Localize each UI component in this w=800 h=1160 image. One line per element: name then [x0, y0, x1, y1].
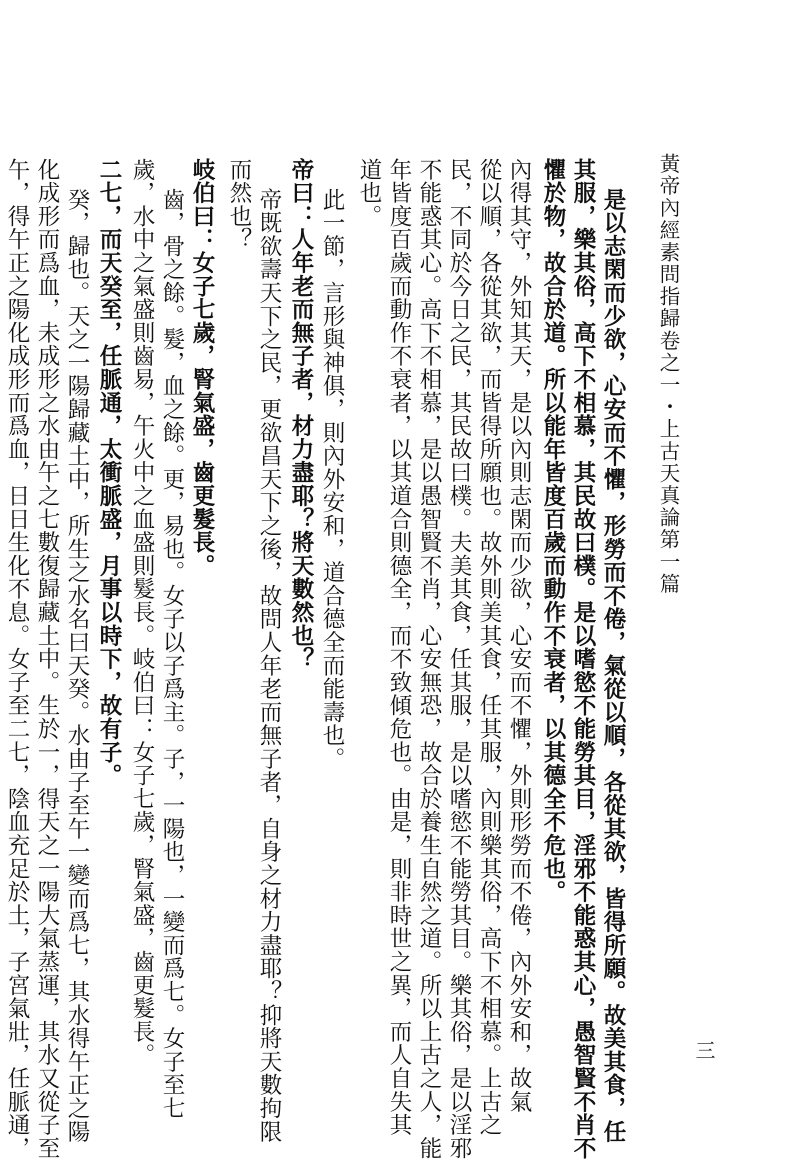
text-column: [317, 188, 347, 771]
text-column: [504, 158, 534, 1113]
text-column: [94, 158, 124, 787]
commentary-text: 不能惑其心。高下不相慕，是以愚智賢不肖，心安無恐，故合於養生自然之道。所以上古之人，能: [416, 158, 442, 1160]
commentary-text: 內得其守，外知其天，是以內則志閑而少欲，心安而不懼，外則形勞而不倦，內外安和，故氣: [506, 158, 532, 1114]
text-column: [286, 158, 316, 671]
classic-text: 其服，樂其俗，高下不相慕，其民故曰樸。是以嗜慾不能勞其目，淫邪不能惑其心，愚智賢不肖不: [570, 158, 596, 1160]
running-title: 黃帝內經素問指歸卷之一・上古天真論第一篇: [656, 153, 680, 595]
text-column: [224, 158, 254, 251]
classic-text: 懼於物，故合於道。所以能年皆度百歲而動作不衰者，以其德全不危也。: [540, 158, 566, 904]
classic-text: 岐伯曰：女子七歲，腎氣盛，齒更髮長。: [189, 158, 215, 578]
commentary-text: 化成形而爲血，未成形之水由午之七數復歸藏土中。生於一，得天之一陽大氣蒸運，其水又從子至: [34, 158, 60, 1160]
commentary-text: 齒，骨之餘。髮，血之餘。更，易也。女子以子爲主。子，一陽也，一變而爲七。女子至七: [159, 188, 185, 1120]
text-column: [568, 158, 598, 1160]
commentary-text: 此一節，言形與神俱，則內外安和，道合德全而能壽也。: [319, 188, 345, 771]
commentary-text: 年皆度百歲而動作不衰者，以其道合則德全，而不致傾危也。由是，則非時世之異，而人自失其: [386, 158, 412, 1137]
text-column: [354, 158, 384, 228]
page-number: 三: [692, 1040, 716, 1060]
text-column: [2, 158, 32, 1160]
text-column: [538, 158, 568, 904]
commentary-text: 而然也？: [226, 158, 252, 252]
commentary-text: 午，得午正之陽化成形而爲血，日日生化不息。女子至二七，陰血充足於土，子宮氣壯，任脈通，: [4, 158, 30, 1160]
text-column: [384, 158, 414, 1137]
commentary-text: 帝既欲壽天下之民，更欲昌天下之後，故問人年老而無子者，自身之材力盡耶？抑將天數拘限: [256, 188, 282, 1144]
text-column: [187, 158, 217, 577]
commentary-text: 歲，水中之氣盛則齒易，午火中之血盛則髮長。岐伯曰：女子七歲，腎氣盛，齒更髮長。: [129, 158, 155, 1067]
commentary-text: 道也。: [356, 158, 382, 228]
classic-text: 是以志閑而少欲，心安而不懼，形勞而不倦，氣從以順，各從其欲，皆得所願。故美其食，任: [600, 188, 626, 1144]
text-column: [598, 188, 628, 1143]
commentary-text: 癸，歸也。天之一陽歸藏土中，所生之水名曰天癸。水由子至午一變而爲七，其水得午正之陽: [64, 188, 90, 1144]
text-column: [254, 188, 284, 1143]
classic-text: 二七，而天癸至，任脈通，太衝脈盛，月事以時下，故有子。: [96, 158, 122, 788]
text-column: [32, 158, 62, 1160]
text-column: [474, 158, 504, 1137]
text-column: [127, 158, 157, 1067]
commentary-text: 從以順，各從其欲，而皆得所願也。故外則美其食，任其服，內則樂其俗，高下不相慕。上古之: [476, 158, 502, 1137]
commentary-text: 民，不同於今日之民，其民故曰樸。夫美其食，任其服，是以嗜慾不能勞其目。樂其俗，是以淫邪: [446, 158, 472, 1160]
text-column: [62, 188, 92, 1143]
text-column: [414, 158, 444, 1160]
text-column: [444, 158, 474, 1160]
classic-text: 帝曰：人年老而無子者，材力盡耶？將天數然也？: [288, 158, 314, 671]
text-column: [157, 188, 187, 1120]
